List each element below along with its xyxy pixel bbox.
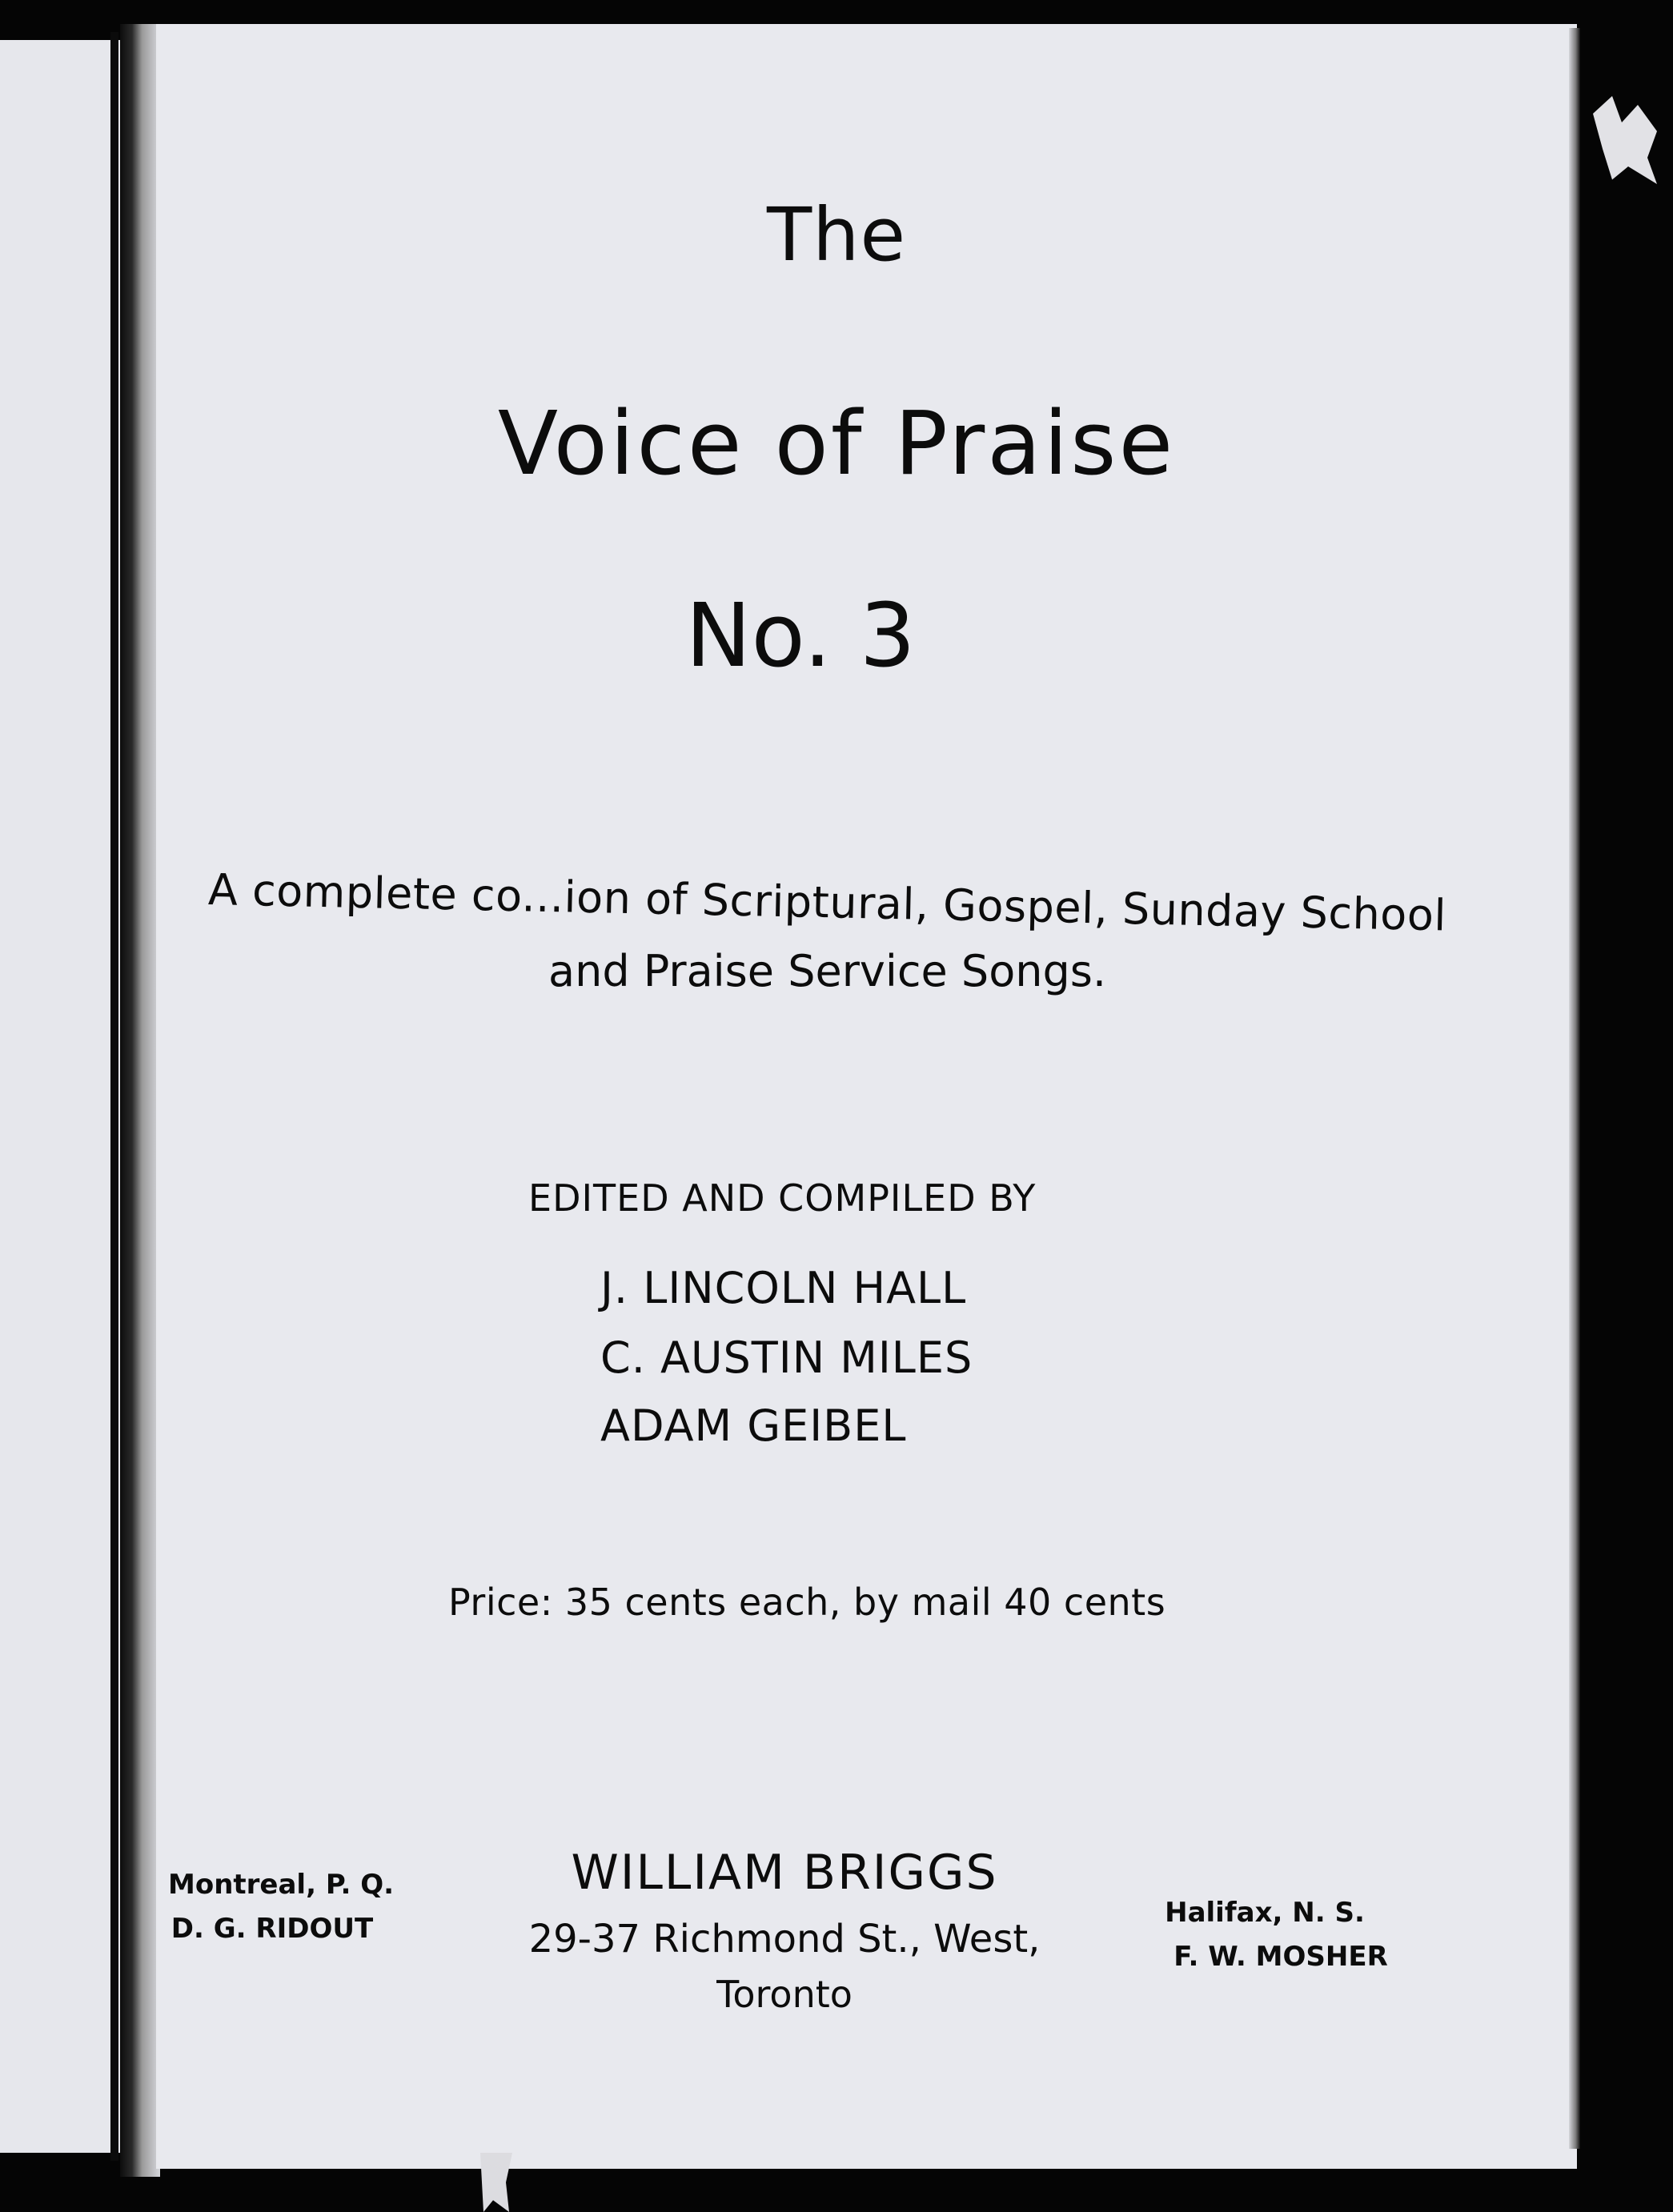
editor-name: C. AUSTIN MILES (600, 1332, 973, 1383)
publisher-address: 29-37 Richmond St., West, (528, 1917, 1041, 1962)
book-gutter (120, 24, 160, 2177)
title-line-2: Voice of Praise (497, 392, 1176, 495)
editor-name: J. LINCOLN HALL (600, 1263, 967, 1313)
publisher-city: Toronto (716, 1973, 853, 2016)
agent-right-name: F. W. MOSHER (1174, 1941, 1388, 1973)
description-line-1: A complete co...ion of Scriptural, Gospel, Sunday School (207, 864, 1447, 941)
torn-paper-fragment-bottom (480, 2153, 512, 2212)
editors-heading: EDITED AND COMPILED BY (528, 1176, 1037, 1220)
torn-paper-fragment (1593, 96, 1657, 184)
title-number: No. 3 (685, 584, 916, 687)
page-border (110, 32, 118, 2161)
title-line-1: The (766, 192, 907, 278)
agent-left-name: D. G. RIDOUT (171, 1913, 374, 1945)
agent-right-city: Halifax, N. S. (1165, 1897, 1365, 1929)
price-line: Price: 35 cents each, by mail 40 cents (448, 1581, 1166, 1624)
publisher-name: WILLIAM BRIGGS (571, 1845, 998, 1901)
editor-name: ADAM GEIBEL (600, 1401, 907, 1451)
facing-page-edge (0, 40, 120, 2153)
agent-left-city: Montreal, P. Q. (168, 1869, 395, 1901)
page-right-edge (1569, 28, 1580, 2149)
description-line-2: and Praise Service Songs. (548, 946, 1107, 996)
